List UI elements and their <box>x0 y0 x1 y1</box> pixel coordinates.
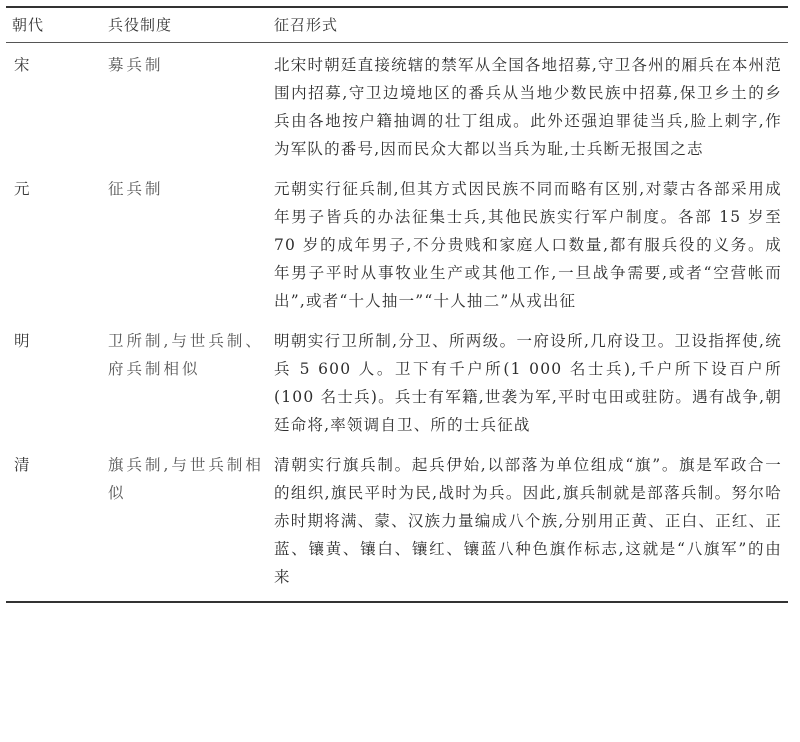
header-dynasty: 朝代 <box>6 7 108 43</box>
cell-form: 清朝实行旗兵制。起兵伊始,以部落为单位组成“旗”。旗是军政合一的组织,旗民平时为民,战时为兵。因此,旗兵制就是部落兵制。努尔哈赤时期将满、蒙、汉族力量编成八个族,分别用正黄、正白、正红、正蓝、镶黄、镶白、镶红、镶蓝八种色旗作标志,这就是“八旗军”的由来 <box>274 447 788 602</box>
table-row <box>6 43 788 172</box>
military-service-table <box>6 6 788 603</box>
cell-dynasty: 元 <box>14 180 30 198</box>
table-row <box>6 171 788 323</box>
cell-dynasty: 清 <box>6 447 108 602</box>
header-row <box>6 7 788 43</box>
table-row <box>6 447 788 602</box>
table-body <box>6 43 788 603</box>
header-system: 兵役制度 <box>108 7 274 43</box>
header-form: 征召形式 <box>274 7 788 43</box>
cell-form: 元朝实行征兵制,但其方式因民族不同而略有区别,对蒙古各部采用成年男子皆兵的办法征集士兵,其他民族实行军户制度。各部 15 岁至 70 岁的成年男子,不分贵贱和家庭人口数量,都有服兵役的义务。成年男子平时从事牧业生产或其他工作,一旦战争需要,或者“空营帐而出”,或者“十人抽一”“十人抽二”从戎出征 <box>274 180 782 310</box>
cell-system: 卫所制,与世兵制、府兵制相似 <box>108 332 264 378</box>
table-row <box>6 323 788 447</box>
cell-dynasty: 明 <box>14 332 30 350</box>
table-header <box>6 7 788 43</box>
cell-dynasty: 宋 <box>14 56 30 74</box>
cell-system: 募兵制 <box>108 56 164 74</box>
cell-form: 明朝实行卫所制,分卫、所两级。一府设所,几府设卫。卫设指挥使,统兵 5 600 人。卫下有千户所(1 000 名士兵),千户所下设百户所(100 名士兵)。兵士有军籍,世袭为军,平时屯田或驻防。遇有战争,朝廷命将,率领调自卫、所的士兵征战 <box>274 332 782 434</box>
cell-system: 旗兵制,与世兵制相似 <box>108 447 274 602</box>
cell-system: 征兵制 <box>108 180 164 198</box>
cell-form: 北宋时朝廷直接统辖的禁军从全国各地招募,守卫各州的厢兵在本州范围内招募,守卫边境地区的番兵从当地少数民族中招募,保卫乡土的乡兵由各地按户籍抽调的壮丁组成。此外还强迫罪徒当兵,脸上刺字,作为军队的番号,因而民众大都以当兵为耻,士兵断无报国之志 <box>274 56 782 158</box>
